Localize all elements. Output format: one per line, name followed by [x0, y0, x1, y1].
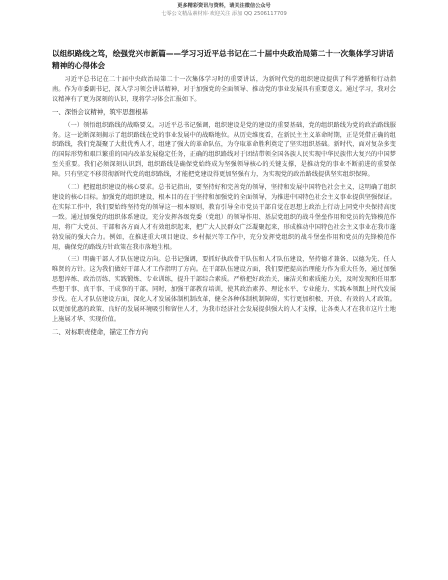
- header-line-2: 七零公文精品素材库·欢迎关注 添加 QQ 2506117709: [161, 11, 287, 17]
- paragraph-1: （一）领悟组织路线的战略要义。习近平总书记强调，组织建设是党的建设的重要基础，党的组织路线为党的政治路线服务。这一论断深刻揭示了组织路线在党的事业发展中的战略地位。从历史维度看，在新民主主义革命时期，正是凭借正确的组织路线，我们党凝聚了大批优秀人才，组建了强大的革命队伍，为夺取革命胜利奠定了坚实组织基础。新时代，面对复杂多变的国际形势和艰巨繁重的国内改革发展稳定任务，正确的组织路线对于团结带领全国各族人民实现中华民族伟大复兴的中国梦至关重要。我们必须深刻认识到，组织路线是确保党始终成为坚强领导核心的关键支撑，是推动党的事业不断前进的重要保障。只有坚定不移贯彻新时代党的组织路线，才能把党建设得更加坚强有力，为实现党的政治路线提供坚实组织保障。: [52, 121, 396, 179]
- page-header: [52, 0, 396, 18]
- header-line-1: 更多精彩资讯与资料，请关注微信公众号: [177, 3, 271, 9]
- paragraph-2: （二）把握组织建设的核心要求。总书记指出，要坚持好和完善党的领导，坚持和发展中国特色社会主义，这明确了组织建设的核心目标。加强党的组织建设，根本目的在于坚持和加强党的全面领导，为推进中国特色社会主义事业提供坚强保证。在实际工作中，我们要始终坚持党的领导这一根本原则，教育引导全市党员干部自觉在思想上政治上行动上同党中央保持高度一致。通过加强党的组织体系建设，充分发挥各级党委（党组）的领导作用、基层党组织的战斗堡垒作用和党员的先锋模范作用，将广大党员、干部和各方面人才有效组织起来，把广大人民群众广泛凝聚起来，形成推动中国特色社会主义事业在我市蓬勃发展的强大合力。例如，在推进重大项目建设、乡村振兴等工作中，充分发挥党组织的战斗堡垒作用和党员的先锋模范作用，确保党的路线方针政策在我市落地生根。: [52, 184, 396, 251]
- section-heading-1: 一、深悟会议精神，筑牢思想根基: [52, 107, 148, 116]
- section-heading-2: 二、对标职责使命，锚定工作方向: [52, 327, 148, 336]
- intro-paragraph: 习近平总书记在二十届中央政治局第二十一次集体学习时的重要讲话，为新时代党的组织建设提供了科学遵循和行动指南。作为市委副书记，深入学习领会讲话精神，对于加强党的全面领导、推动党的事业发展具有重要意义。通过学习，我对会议精神有了更为深刻的认识，现将学习体会汇报如下。: [52, 76, 396, 103]
- document-title: 以组织路线之笃，绘强党兴市新篇——学习习近平总书记在二十届中央政治局第二十一次集体学习讲话精神的心得体会: [52, 49, 394, 70]
- paragraph-3: （三）明确干部人才队伍建设方向。总书记强调，要抓好执政骨干队伍和人才队伍建设，坚持德才兼备、以德为先、任人唯贤的方针。这为我们做好干部人才工作指明了方向。在干部队伍建设方面，我们要把提高治理能力作为重大任务，通过加强思想淬炼、政治历练、实践锻炼、专业训练，提升干部综合素质。严格把好政治关、廉洁关和素质能力关，及时发现和任用那些想干事、真干事、干成事的干部。同时，加强干部教育培训，使其政治素养、理论水平、专业能力、实践本领跟上时代发展步伐。在人才队伍建设方面，深化人才发展体制机制改革，健全各种体制机制障碍，实行更加积极、开放、有效的人才政策。以更加优惠的政策、良好的发展环境吸引和留住人才，为我市经济社会发展提供强大的人才支撑，让各类人才在我市这片土地上施展才华、实现价值。: [52, 256, 396, 323]
